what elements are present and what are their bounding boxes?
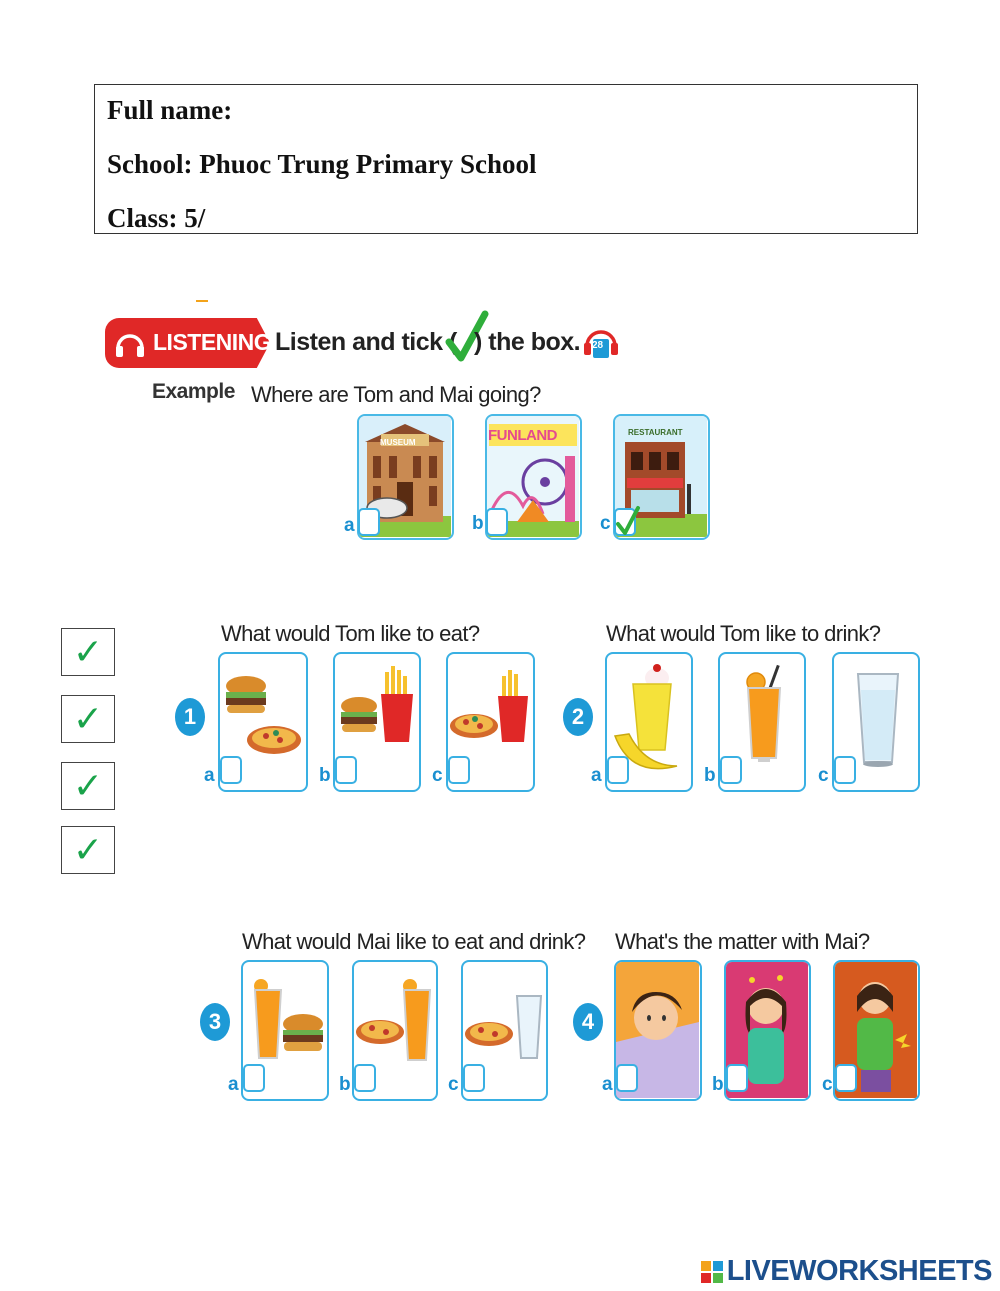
answer-tick-3: ✓: [72, 765, 104, 806]
q4-tickbox-a[interactable]: [616, 1064, 638, 1092]
q4-option-letter-c: c: [822, 1074, 833, 1095]
q4-option-letter-a: a: [602, 1074, 613, 1095]
example-question: Where are Tom and Mai going?: [251, 382, 541, 407]
example-option-letter-a: a: [344, 515, 355, 536]
q1-tickbox-a[interactable]: [220, 756, 242, 784]
q1-option-letter-a: a: [204, 765, 215, 786]
headphones-icon: [113, 328, 147, 360]
example-checked-icon: [614, 504, 642, 538]
question-2-text: What would Tom like to drink?: [606, 621, 881, 646]
q1-tickbox-c[interactable]: [448, 756, 470, 784]
liveworksheets-logo[interactable]: [700, 1255, 992, 1288]
example-tickbox-a[interactable]: [358, 508, 380, 536]
question-3-text: What would Mai like to eat and drink?: [242, 929, 586, 954]
q3-option-letter-a: a: [228, 1074, 239, 1095]
full-name-label: Full name:: [107, 95, 233, 125]
museum-sign: MUSEUM: [380, 438, 416, 447]
student-info-box: [94, 84, 918, 234]
answer-tick-2: ✓: [72, 698, 104, 739]
q2-option-letter-a: a: [591, 765, 602, 786]
answer-tick-4: ✓: [72, 829, 104, 870]
answer-box-1[interactable]: [61, 628, 115, 676]
question-1-text: What would Tom like to eat?: [221, 621, 480, 646]
class-label: Class: 5/: [107, 203, 206, 233]
q3-option-letter-c: c: [448, 1074, 459, 1095]
question-3-number: 3: [200, 1003, 230, 1041]
q4-tickbox-c[interactable]: [835, 1064, 857, 1092]
q2-option-letter-b: b: [704, 765, 716, 786]
question-1-number: 1: [175, 698, 205, 736]
example-option-letter-c: c: [600, 513, 611, 534]
q3-tickbox-b[interactable]: [354, 1064, 376, 1092]
q2-tickbox-c[interactable]: [834, 756, 856, 784]
q4-tickbox-b[interactable]: [726, 1064, 748, 1092]
q1-tickbox-b[interactable]: [335, 756, 357, 784]
q1-option-letter-c: c: [432, 765, 443, 786]
instruction-part-2: ) the box.: [474, 328, 581, 356]
decorative-dash: [196, 300, 208, 302]
listening-label: LISTENING: [153, 329, 272, 355]
answer-box-3[interactable]: [61, 762, 115, 810]
instruction-part-1: Listen and tick (: [275, 328, 457, 356]
restaurant-sign: RESTAURANT: [628, 428, 683, 437]
q4-option-letter-b: b: [712, 1074, 724, 1095]
example-label: Example: [152, 380, 235, 403]
answer-box-2[interactable]: [61, 695, 115, 743]
logo-blocks-icon: [700, 1260, 724, 1284]
school-label: School: Phuoc Trung Primary School: [107, 149, 537, 179]
logo-text: LIVEWORKSHEETS: [726, 1255, 992, 1287]
question-2-number: 2: [563, 698, 593, 736]
q1-option-letter-b: b: [319, 765, 331, 786]
funland-sign: FUNLAND: [488, 427, 557, 444]
answer-box-4[interactable]: [61, 826, 115, 874]
answer-tick-1: ✓: [72, 631, 104, 672]
track-number: 28: [592, 340, 604, 351]
question-4-number: 4: [573, 1003, 603, 1041]
question-4-text: What's the matter with Mai?: [615, 929, 870, 954]
q3-tickbox-a[interactable]: [243, 1064, 265, 1092]
example-option-letter-b: b: [472, 513, 484, 534]
q2-option-letter-c: c: [818, 765, 829, 786]
q2-tickbox-a[interactable]: [607, 756, 629, 784]
q2-tickbox-b[interactable]: [720, 756, 742, 784]
example-tickbox-b[interactable]: [486, 508, 508, 536]
q3-option-letter-b: b: [339, 1074, 351, 1095]
q3-tickbox-c[interactable]: [463, 1064, 485, 1092]
